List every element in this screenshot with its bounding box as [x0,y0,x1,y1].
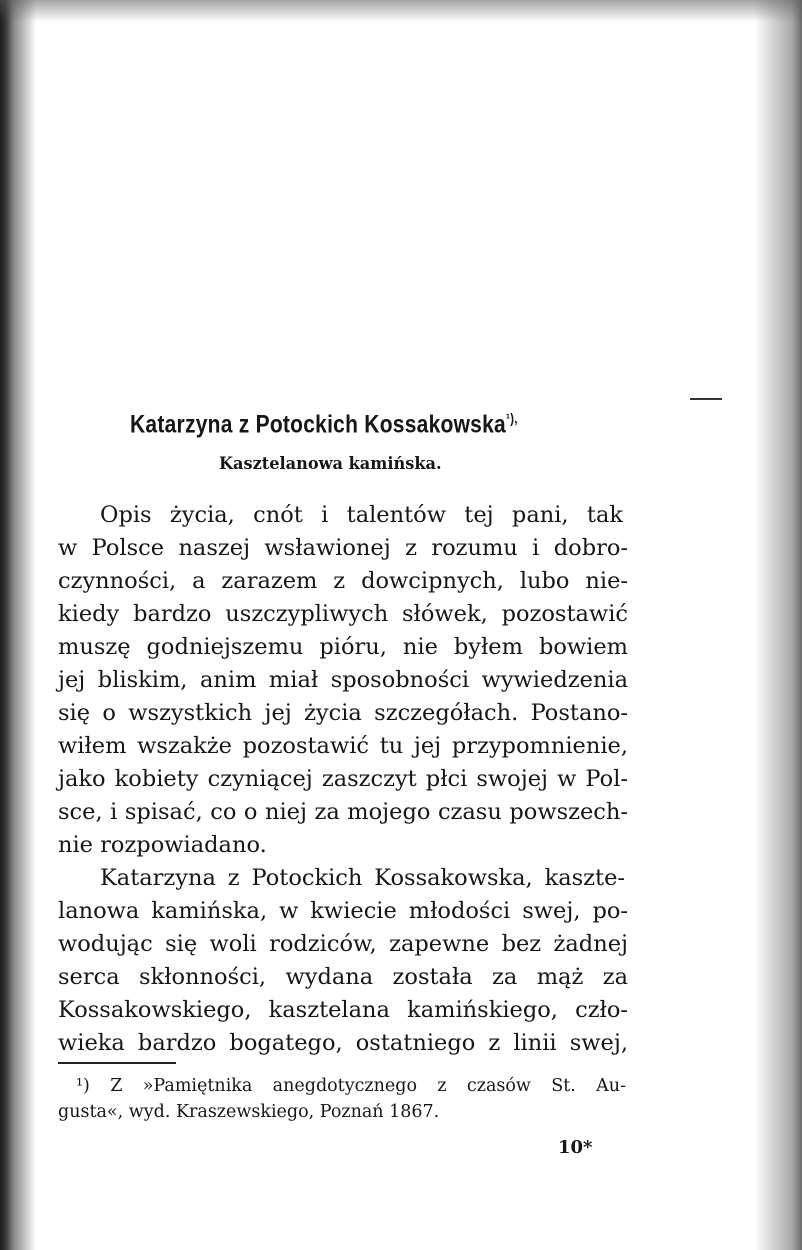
text-line: kiedy bardzo uszczypliwych słówek, pozostawić [58,601,628,627]
text-line: nie rozpowiadano. [58,832,267,858]
text-line: się o wszystkich jej życia szczegółach. Postano- [58,700,628,726]
text-line: Opis życia, cnót i talentów tej pani, tak [100,502,623,528]
chapter-subtitle: Kasztelanowa kamińska. [219,454,442,474]
text-line: jako kobiety czyniącej zaszczyt płci swojej w Pol- [58,766,628,792]
text-line: wodując się woli rodziców, zapewne bez żadnej [58,931,628,957]
text-line: czynności, a zarazem z dowcipnych, lubo nie- [58,568,628,594]
text-line: serca skłonności, wydana została za mąż za [58,964,628,990]
text-line: Kossakowskiego, kasztelana kamińskiego, czło- [58,997,628,1023]
scan-shadow-right [754,0,802,1250]
printer-signature: 10* [558,1137,593,1158]
text-line: jej bliskim, anim miał sposobności wywiedzenia [58,667,628,693]
footnote-line: gusta«, wyd. Kraszewskiego, Poznań 1867. [58,1102,440,1122]
chapter-title [130,410,518,439]
scan-shadow-left [0,0,36,1250]
text-line: Katarzyna z Potockich Kossakowska, kaszte- [100,865,625,891]
footnote-reference: ¹), [505,410,518,426]
text-line: lanowa kamińska, w kwiecie młodości swej, po- [58,898,628,924]
text-line: muszę godniejszemu pióru, nie byłem bowiem [58,634,628,660]
text-line: sce, i spisać, co o niej za mojego czasu powszech- [58,799,628,825]
text-line: wieka bardzo bogatego, ostatniego z linii swej, [58,1030,628,1056]
text-line: w Polsce naszej wsławionej z rozumu i dobro- [58,535,628,561]
text-line: wiłem wszakże pozostawić tu jej przypomnienie, [58,733,628,759]
footnote-divider [58,1062,176,1064]
footnote-line: ¹) Z »Pamiętnika anegdotycznego z czasów St. Au- [76,1076,626,1096]
scan-shadow-top [0,0,802,22]
chapter-title-text: Katarzyna z Potockich Kossakowska [130,410,506,439]
scan-mark [690,398,722,400]
